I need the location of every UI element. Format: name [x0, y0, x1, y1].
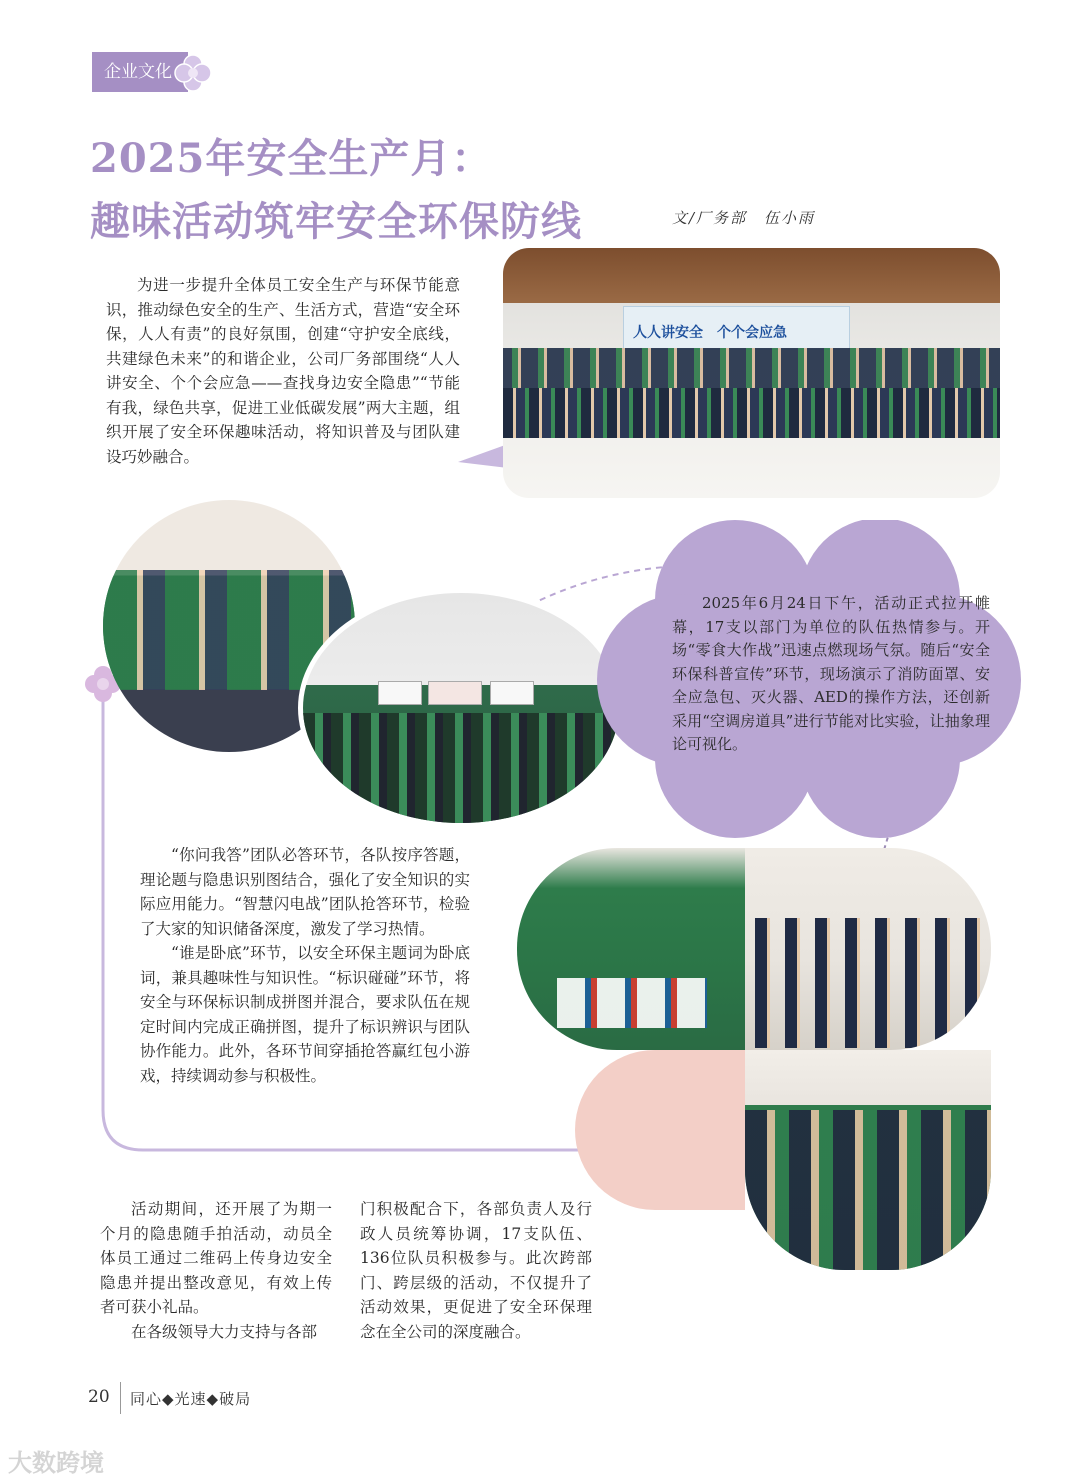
activity-paragraph-1: “你问我答”团队必答环节，各队按序答题，理论题与隐患识别图结合，强化了安全知识的实际应用能力。“智慧闪电战”团队抢答环节，检验了大家的知识储备深度，激发了学习热情。: [140, 846, 470, 938]
group-photo: [503, 248, 1000, 498]
intro-paragraph: 为进一步提升全体员工安全生产与环保节能意识，推动绿色安全的生产、生活方式，营造“安全环保，人人有责”的良好氛围，创建“守护安全底线，共建绿色未来”的和谐企业，公司厂务部围绕“人人讲安全、个个会应急——查找身边安全隐患”“节能有我，绿色共享，促进工业低碳发展”两大主题，组织开展了安全环保趣味活动，将知识普及与团队建设巧妙融合。: [106, 276, 460, 466]
team-lineup: [745, 918, 991, 1048]
cloud-paragraph: 2025年6月24日下午，活动正式拉开帷幕，17支以部门为单位的队伍热情参与。开场“零食大作战”迅速点燃现场气氛。随后“安全环保科普宣传”环节，现场演示了消防面罩、安全应急包、灭火器、AED的操作方法，还创新采用“空调房道具”进行节能对比实验，让抽象理论可视化。: [672, 594, 990, 753]
puzzle-game-photo: [517, 848, 745, 1050]
audience-photo: [298, 588, 624, 828]
puzzle-board: [557, 978, 707, 1028]
activity-text-block: [140, 843, 470, 1088]
pink-petal: [575, 1050, 745, 1210]
banner-text: 人人讲安全 个个会应急: [633, 325, 787, 341]
closing-column-2: [360, 1197, 592, 1344]
crowd: [503, 388, 1000, 438]
footer-slogan: 同心◆光速◆破局: [130, 1390, 252, 1408]
quiz-photo: [745, 1050, 991, 1270]
closing-paragraph-1: 活动期间，还开展了为期一个月的隐患随手拍活动，动员全体员工通过二维码上传身边安全隐患并提出整改意见，有效上传者可获小礼品。: [100, 1200, 332, 1316]
activity-paragraph-2: “谁是卧底”环节，以安全环保主题词为卧底词，兼具趣味性与知识性。“标识碰碰”环节，将安全与环保标识制成拼图并混合，要求队伍在规定时间内完成正确拼图，提升了标识辨识与团队协作能力。此外，各环节间穿插抢答赢红包小游戏，持续调动参与积极性。: [140, 944, 470, 1085]
closing-paragraph-3: 门积极配合下，各部负责人及行政人员统筹协调，17支队伍、136位队员积极参与。此次跨部门、跨层级的活动，不仅提升了活动效果，更促进了安全环保理念在全公司的深度融合。: [360, 1200, 592, 1341]
screen: [490, 681, 534, 705]
page-title-line1: 2025年安全生产月：: [90, 135, 493, 182]
closing-column-1: [100, 1197, 332, 1344]
byline: 文/厂务部 伍小雨: [672, 209, 816, 227]
screen: [428, 681, 482, 705]
page-number: 20: [88, 1387, 110, 1407]
flower-icon: [172, 54, 214, 92]
contestants: [745, 1110, 991, 1270]
footer-divider: [120, 1382, 121, 1414]
speech-pointer: [458, 444, 508, 468]
cloud-text-block: [672, 592, 990, 757]
closing-paragraph-2: 在各级领导大力支持与各部: [131, 1322, 318, 1341]
intro-text-block: [106, 273, 460, 469]
watermark: 大数跨境: [8, 1449, 104, 1477]
lineup-photo: [745, 848, 991, 1050]
audience: [303, 713, 619, 823]
section-tag: 企业文化: [92, 52, 188, 92]
screen: [378, 681, 422, 705]
page-title-line2: 趣味活动筑牢安全环保防线: [90, 198, 582, 245]
